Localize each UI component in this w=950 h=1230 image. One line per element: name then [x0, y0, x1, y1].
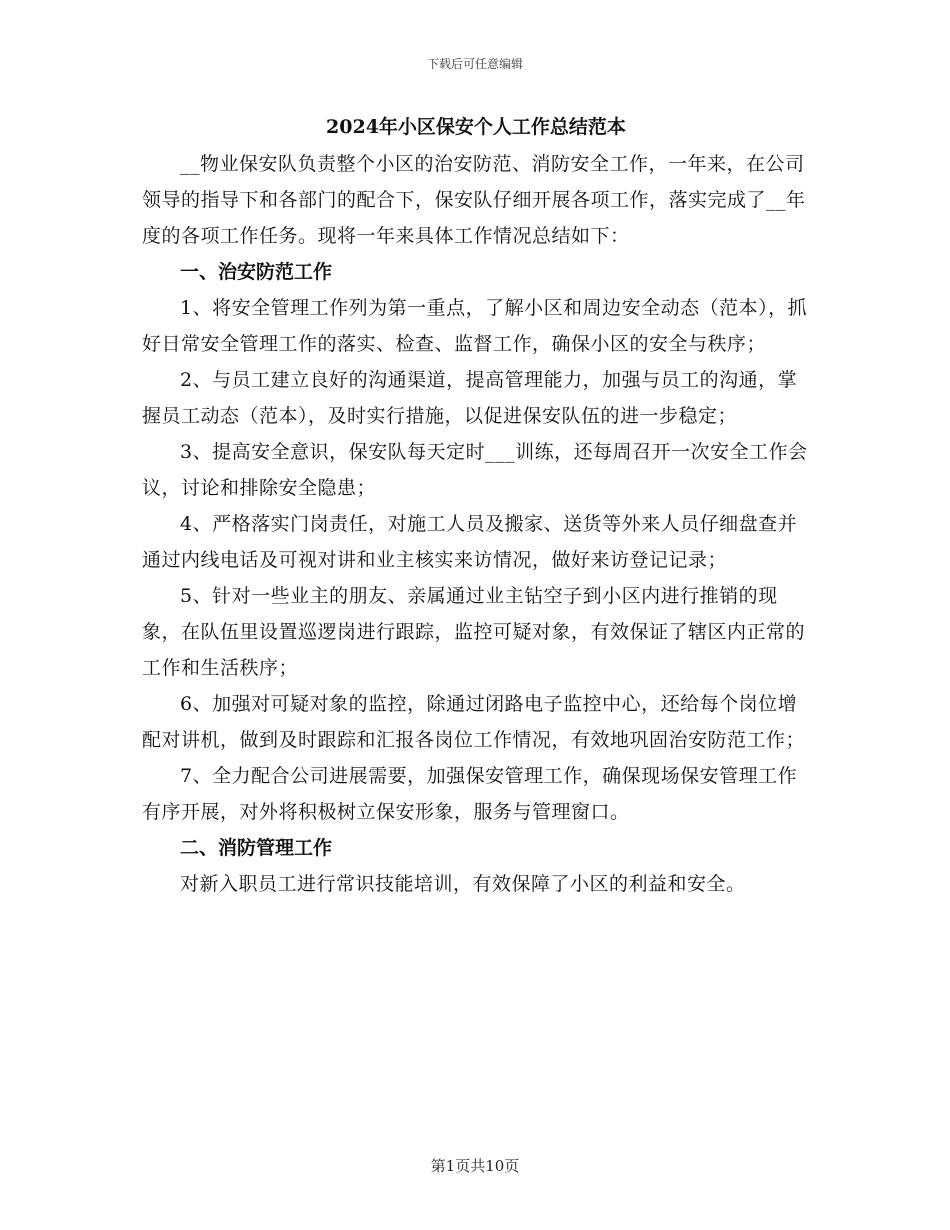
header-note: 下载后可任意编辑 [426, 57, 523, 71]
fire-item-1: 对新入职员工进行常识技能培训，有效保障了小区的利益和安全。 [180, 873, 746, 895]
document-title: 2024年小区保安个人工作总结范本 [326, 116, 626, 138]
security-item-3: 3、提高安全意识，保安队每天定时___训练，还每周召开一次安全工作会议，讨论和排除安全隐患； [142, 441, 808, 499]
security-item-6: 6、加强对可疑对象的监控，除通过闭路电子监控中心，还给每个岗位增配对讲机，做到及时跟踪和汇报各岗位工作情况，有效地巩固治安防范工作； [142, 693, 806, 751]
section-heading-fire: 二、消防管理工作 [180, 837, 333, 859]
section-heading-security: 一、治安防范工作 [180, 261, 333, 283]
intro-paragraph: __物业保安队负责整个小区的治安防范、消防安全工作，一年来，在公司领导的指导下和各部门的配合下，保安队仔细开展各项工作，落实完成了__年度的各项工作任务。现将一年来具体工作情况总结如下： [142, 153, 806, 247]
page-footer: 第1页共10页 [430, 1157, 520, 1175]
security-item-4: 4、严格落实门岗责任，对施工人员及搬家、送货等外来人员仔细盘查并通过内线电话及可视对讲和业主核实来访情况，做好来访登记记录； [142, 513, 798, 571]
document-body [142, 112, 810, 902]
security-item-5: 5、针对一些业主的朋友、亲属通过业主钻空子到小区内进行推销的现象，在队伍里设置巡逻岗进行跟踪，监控可疑对象，有效保证了辖区内正常的工作和生活秩序； [142, 585, 806, 679]
security-item-1: 1、将安全管理工作列为第一重点，了解小区和周边安全动态（范本），抓好日常安全管理工作的落实、检查、监督工作，确保小区的安全与秩序； [142, 297, 808, 355]
security-item-7: 7、全力配合公司进展需要，加强保安管理工作，确保现场保安管理工作有序开展，对外将积极树立保安形象，服务与管理窗口。 [142, 765, 798, 823]
security-item-2: 2、与员工建立良好的沟通渠道，提高管理能力，加强与员工的沟通，掌握员工动态（范本），及时实行措施，以促进保安队伍的进一步稳定； [142, 369, 798, 427]
